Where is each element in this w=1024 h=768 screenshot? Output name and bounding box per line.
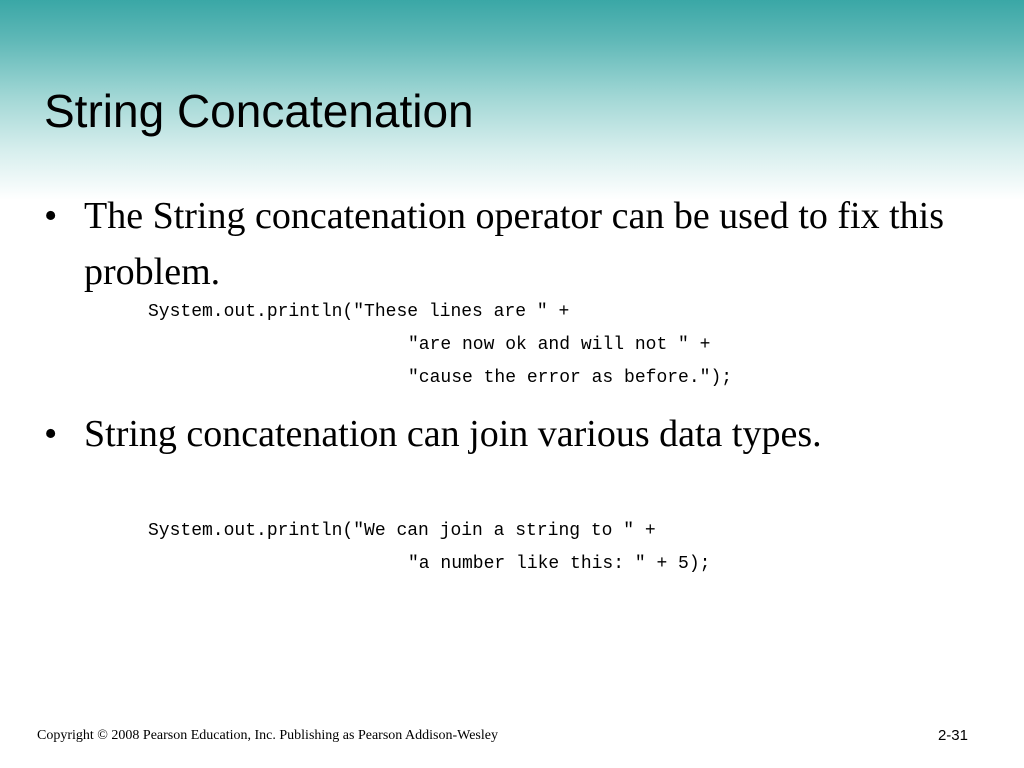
code-block: [148, 296, 732, 395]
bullet-marker: •: [44, 413, 58, 455]
code-block: [148, 515, 710, 581]
bullet-text: The String concatenation operator can be used to fix this problem.: [84, 195, 945, 293]
footer-copyright: Copyright © 2008 Pearson Education, Inc. Publishing as Pearson Addison-Wesley: [37, 728, 498, 743]
bullet-text: String concatenation can join various data types.: [84, 413, 822, 455]
slide-title: String Concatenation: [44, 85, 474, 137]
bullet-item: [44, 188, 944, 300]
code-line: System.out.println("These lines are " +: [148, 302, 570, 322]
slide-number: 2-31: [937, 727, 968, 744]
code-line: "a number like this: " + 5);: [408, 554, 711, 574]
code-line: System.out.println("We can join a string to " +: [148, 521, 656, 541]
bullet-item: [44, 406, 944, 462]
bullet-marker: •: [44, 195, 58, 237]
code-line: "cause the error as before.");: [408, 368, 733, 388]
code-line: "are now ok and will not " +: [408, 335, 711, 355]
